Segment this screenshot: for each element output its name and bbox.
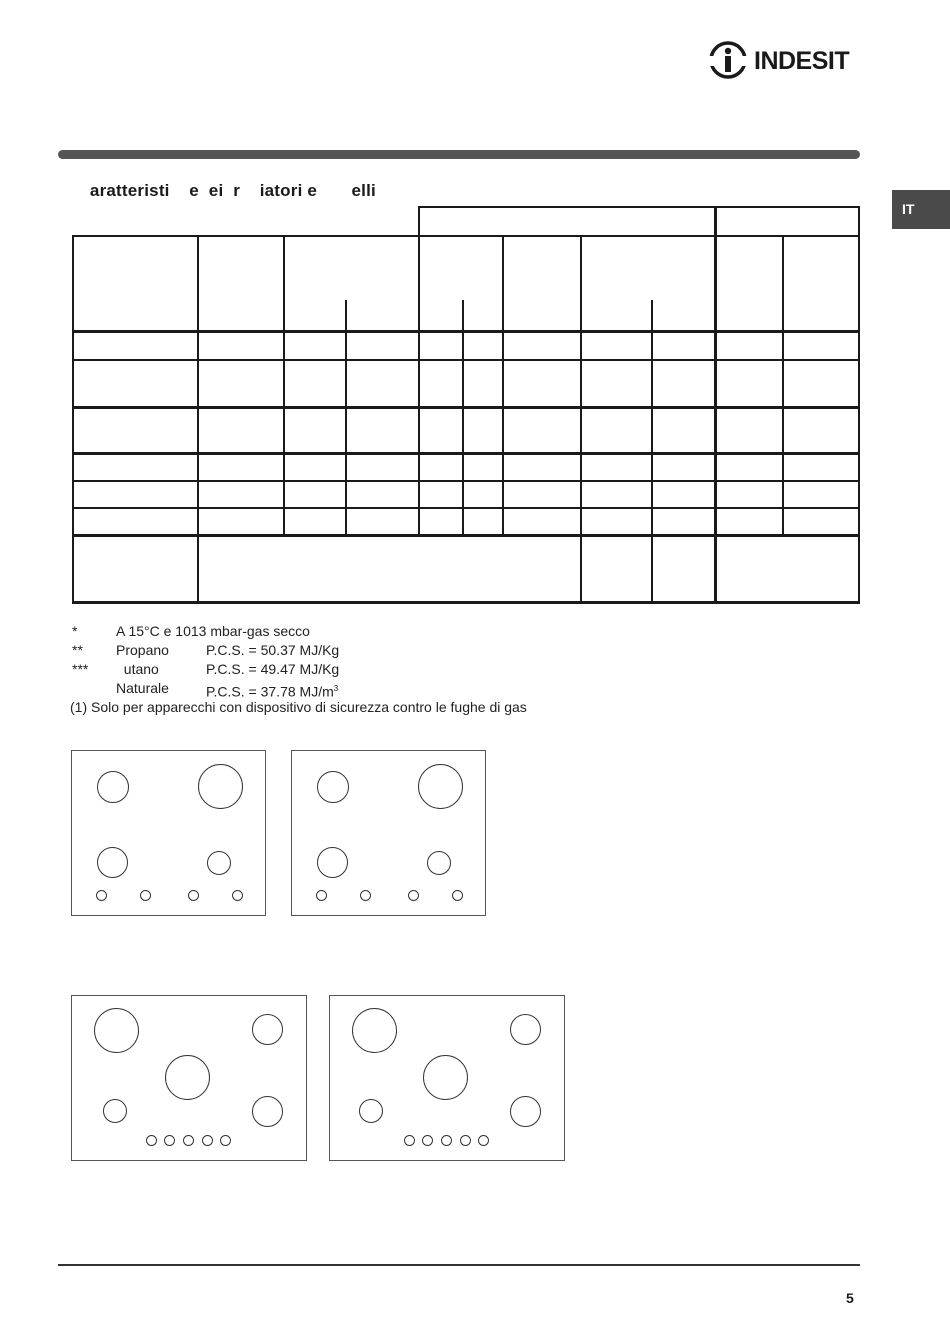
brand-wordmark: INDESIT xyxy=(754,47,850,75)
header-rule xyxy=(58,150,860,159)
burner-ring xyxy=(97,847,128,878)
burner-ring xyxy=(207,851,231,875)
burner-ring xyxy=(423,1055,468,1100)
knob xyxy=(316,890,327,901)
hob-diagram-5-burner xyxy=(329,995,565,1161)
knob xyxy=(452,890,463,901)
brand-logo xyxy=(708,38,863,82)
footnote-text: A 15°C e 1013 mbar-gas secco xyxy=(116,623,310,639)
footnote-mark: * xyxy=(72,623,78,639)
knob xyxy=(164,1135,175,1146)
knob xyxy=(140,890,151,901)
table-heading: aratteristi e ei r iatori e elli xyxy=(85,181,376,200)
page-number: 5 xyxy=(846,1290,854,1306)
burner-ring xyxy=(418,764,463,809)
footnote-label: Naturale xyxy=(116,680,169,696)
burner-ring xyxy=(510,1096,541,1127)
footnote-value: P.C.S. = 50.37 MJ/Kg xyxy=(206,642,340,658)
footnote-mark: ** xyxy=(72,642,83,658)
language-tab: IT xyxy=(892,190,950,229)
knob xyxy=(441,1135,452,1146)
burner-ring xyxy=(352,1008,397,1053)
hob-diagram-4-burner xyxy=(71,750,266,916)
burner-ring xyxy=(165,1055,210,1100)
knob xyxy=(422,1135,433,1146)
burner-ring xyxy=(317,771,349,803)
knob xyxy=(183,1135,194,1146)
footnote-value: P.C.S. = 37.78 $MJ/m^3$ xyxy=(206,683,339,700)
burner-ring xyxy=(97,771,129,803)
knob xyxy=(404,1135,415,1146)
knob xyxy=(96,890,107,901)
knob xyxy=(408,890,419,901)
footnote-value: P.C.S. = 49.47 MJ/Kg xyxy=(206,661,340,677)
burner-ring xyxy=(252,1014,283,1045)
burner-ring xyxy=(198,764,243,809)
burner-ring xyxy=(94,1008,139,1053)
burner-ring xyxy=(427,851,451,875)
footnote-label: Propano xyxy=(116,642,169,658)
footer-rule xyxy=(58,1264,860,1266)
burner-ring xyxy=(103,1099,127,1123)
burner-ring xyxy=(359,1099,383,1123)
knob xyxy=(232,890,243,901)
hob-diagram-5-burner xyxy=(71,995,307,1161)
hob-diagram-4-burner xyxy=(291,750,486,916)
knob xyxy=(478,1135,489,1146)
footnote-label: utano xyxy=(116,661,159,677)
knob xyxy=(360,890,371,901)
footnote-mark: *** xyxy=(72,661,89,677)
indesit-logo-icon xyxy=(708,38,863,82)
knob xyxy=(220,1135,231,1146)
burner-ring xyxy=(317,847,348,878)
knob xyxy=(188,890,199,901)
knob xyxy=(202,1135,213,1146)
burner-ring xyxy=(510,1014,541,1045)
knob xyxy=(460,1135,471,1146)
footnote-text: (1) Solo per apparecchi con dispositivo di sicurezza contro le fughe di gas xyxy=(70,699,527,715)
knob xyxy=(146,1135,157,1146)
burner-ring xyxy=(252,1096,283,1127)
